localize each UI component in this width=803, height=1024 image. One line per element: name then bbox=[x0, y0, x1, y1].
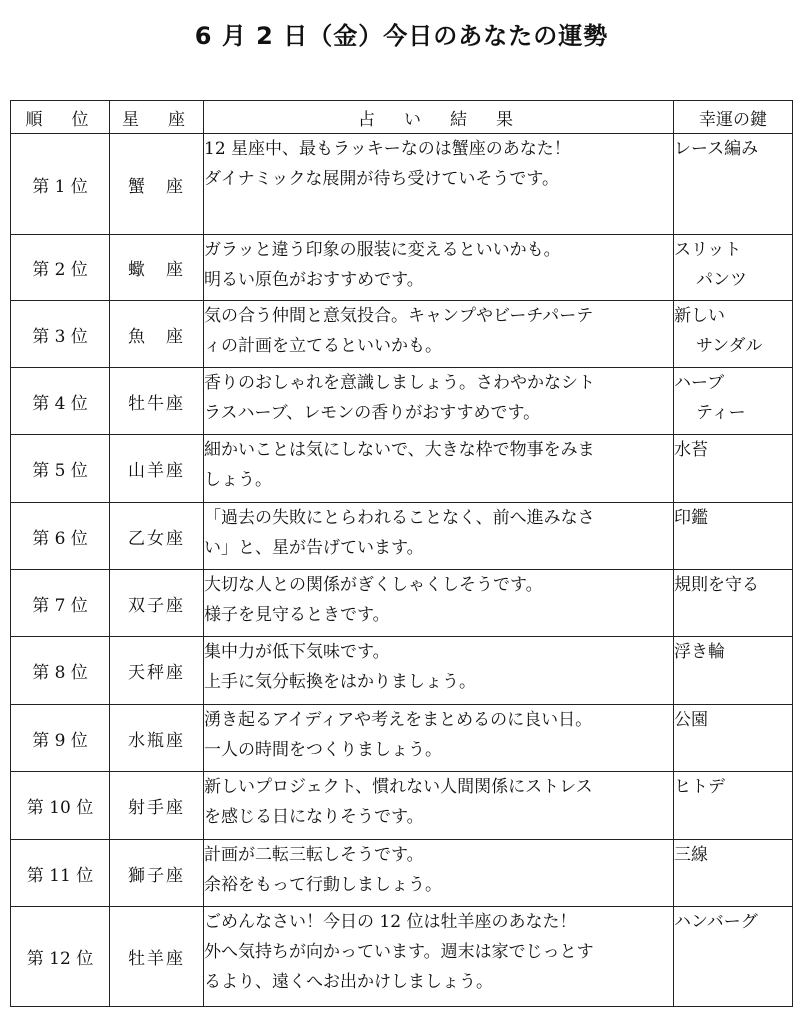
sign-cell: 獅子座 bbox=[110, 840, 204, 907]
rank-cell: 第 12 位 bbox=[11, 907, 110, 1007]
result-line: 新しいプロジェクト、慣れない人間関係にストレス bbox=[204, 777, 593, 797]
key-line: ヒトデ bbox=[674, 777, 725, 797]
table-row bbox=[11, 435, 793, 503]
result-line: るより、遠くへお出かけしましょう。 bbox=[204, 972, 493, 992]
key-line: 三線 bbox=[674, 845, 708, 865]
table-row bbox=[11, 637, 793, 705]
key-cell bbox=[674, 134, 793, 235]
table-row bbox=[11, 840, 793, 907]
result-cell bbox=[204, 301, 674, 368]
result-cell bbox=[204, 772, 674, 840]
result-cell bbox=[204, 368, 674, 435]
key-cell bbox=[674, 637, 793, 705]
sign-cell: 蠍 座 bbox=[110, 235, 204, 301]
result-line: 気の合う仲間と意気投合。キャンプやビーチパーテ bbox=[204, 306, 594, 326]
key-cell bbox=[674, 235, 793, 301]
result-line: 明るい原色がおすすめです。 bbox=[204, 270, 424, 290]
key-cell bbox=[674, 301, 793, 368]
result-line: ラスハーブ、レモンの香りがおすすめです。 bbox=[204, 403, 541, 423]
result-line: 「過去の失敗にとらわれることなく、前へ進みなさ bbox=[204, 508, 595, 528]
rank-cell: 第 1 位 bbox=[11, 134, 110, 235]
key-line: ハンバーグ bbox=[674, 912, 758, 932]
result-cell bbox=[204, 235, 674, 301]
sign-cell: 水瓶座 bbox=[110, 705, 204, 772]
key-line: ティー bbox=[696, 403, 746, 423]
rank-cell: 第 3 位 bbox=[11, 301, 110, 368]
result-cell bbox=[204, 503, 674, 570]
table-row bbox=[11, 570, 793, 637]
key-cell bbox=[674, 368, 793, 435]
fortune-table bbox=[10, 100, 793, 1007]
table-row bbox=[11, 134, 793, 235]
result-line: 香りのおしゃれを意識しましょう。さわやかなシト bbox=[204, 373, 595, 393]
rank-cell: 第 8 位 bbox=[11, 637, 110, 705]
rank-cell: 第 10 位 bbox=[11, 772, 110, 840]
rank-cell: 第 5 位 bbox=[11, 435, 110, 503]
rank-cell: 第 6 位 bbox=[11, 503, 110, 570]
result-line: ごめんなさい！今日の 12 位は牡羊座のあなた！ bbox=[204, 912, 577, 932]
header-rank: 順 位 bbox=[11, 101, 110, 134]
result-line: ダイナミックな展開が待ち受けていそうです。 bbox=[204, 169, 559, 189]
sign-cell: 牡牛座 bbox=[110, 368, 204, 435]
key-line: 新しい bbox=[674, 306, 725, 326]
key-line: 公園 bbox=[674, 710, 708, 730]
key-cell bbox=[674, 907, 793, 1007]
rank-cell: 第 7 位 bbox=[11, 570, 110, 637]
header-key: 幸運の鍵 bbox=[674, 101, 793, 134]
result-line: ィの計画を立てるといいかも。 bbox=[204, 336, 442, 356]
table-row bbox=[11, 235, 793, 301]
result-cell bbox=[204, 637, 674, 705]
key-cell bbox=[674, 435, 793, 503]
key-line: ハーブ bbox=[674, 373, 725, 393]
result-line: を感じる日になりそうです。 bbox=[204, 807, 424, 827]
sign-cell: 乙女座 bbox=[110, 503, 204, 570]
result-line: 一人の時間をつくりましょう。 bbox=[204, 740, 442, 760]
rank-cell: 第 4 位 bbox=[11, 368, 110, 435]
result-line: 様子を見守るときです。 bbox=[204, 605, 390, 625]
key-line: 規則を守る bbox=[674, 575, 759, 595]
table-row bbox=[11, 503, 793, 570]
sign-cell: 射手座 bbox=[110, 772, 204, 840]
result-cell bbox=[204, 705, 674, 772]
result-line: 集中力が低下気味です。 bbox=[204, 642, 390, 662]
result-line: 外へ気持ちが向かっています。週末は家でじっとす bbox=[204, 942, 594, 962]
result-cell bbox=[204, 435, 674, 503]
key-cell bbox=[674, 503, 793, 570]
result-line: い」と、星が告げています。 bbox=[204, 538, 424, 558]
result-cell bbox=[204, 907, 674, 1007]
sign-cell: 牡羊座 bbox=[110, 907, 204, 1007]
result-line: 12 星座中、最もラッキーなのは蟹座のあなた！ bbox=[204, 139, 571, 159]
rank-cell: 第 9 位 bbox=[11, 705, 110, 772]
table-row bbox=[11, 705, 793, 772]
result-line: 湧き起るアイディアや考えをまとめるのに良い日。 bbox=[204, 710, 593, 730]
header-row bbox=[11, 101, 793, 134]
result-line: 計画が二転三転しそうです。 bbox=[204, 845, 424, 865]
key-line: スリット bbox=[674, 240, 742, 260]
sign-cell: 魚 座 bbox=[110, 301, 204, 368]
key-cell bbox=[674, 840, 793, 907]
key-line: 水苔 bbox=[674, 440, 708, 460]
key-line: サンダル bbox=[696, 336, 763, 356]
sign-cell: 山羊座 bbox=[110, 435, 204, 503]
result-line: 余裕をもって行動しましょう。 bbox=[204, 875, 442, 895]
table-row bbox=[11, 301, 793, 368]
key-line: 浮き輪 bbox=[674, 642, 725, 662]
key-cell bbox=[674, 570, 793, 637]
result-line: 細かいことは気にしないで、大きな枠で物事をみま bbox=[204, 440, 595, 460]
header-sign: 星 座 bbox=[110, 101, 204, 134]
key-line: パンツ bbox=[696, 270, 747, 290]
sign-cell: 双子座 bbox=[110, 570, 204, 637]
table-row bbox=[11, 368, 793, 435]
key-cell bbox=[674, 705, 793, 772]
sign-cell: 蟹 座 bbox=[110, 134, 204, 235]
sign-cell: 天秤座 bbox=[110, 637, 204, 705]
result-cell bbox=[204, 840, 674, 907]
result-cell bbox=[204, 570, 674, 637]
table-row bbox=[11, 907, 793, 1007]
result-line: 上手に気分転換をはかりましょう。 bbox=[204, 672, 476, 692]
rank-cell: 第 11 位 bbox=[11, 840, 110, 907]
page-title: 6 月 2 日（金）今日のあなたの運勢 bbox=[194, 22, 609, 50]
table-row bbox=[11, 772, 793, 840]
result-line: 大切な人との関係がぎくしゃくしそうです。 bbox=[204, 575, 543, 595]
header-result: 占 い 結 果 bbox=[204, 101, 674, 134]
key-line: 印鑑 bbox=[674, 508, 708, 528]
key-cell bbox=[674, 772, 793, 840]
result-line: しょう。 bbox=[204, 470, 272, 490]
rank-cell: 第 2 位 bbox=[11, 235, 110, 301]
key-line: レース編み bbox=[674, 139, 759, 159]
result-line: ガラッと違う印象の服装に変えるといいかも。 bbox=[204, 240, 561, 260]
result-cell bbox=[204, 134, 674, 235]
